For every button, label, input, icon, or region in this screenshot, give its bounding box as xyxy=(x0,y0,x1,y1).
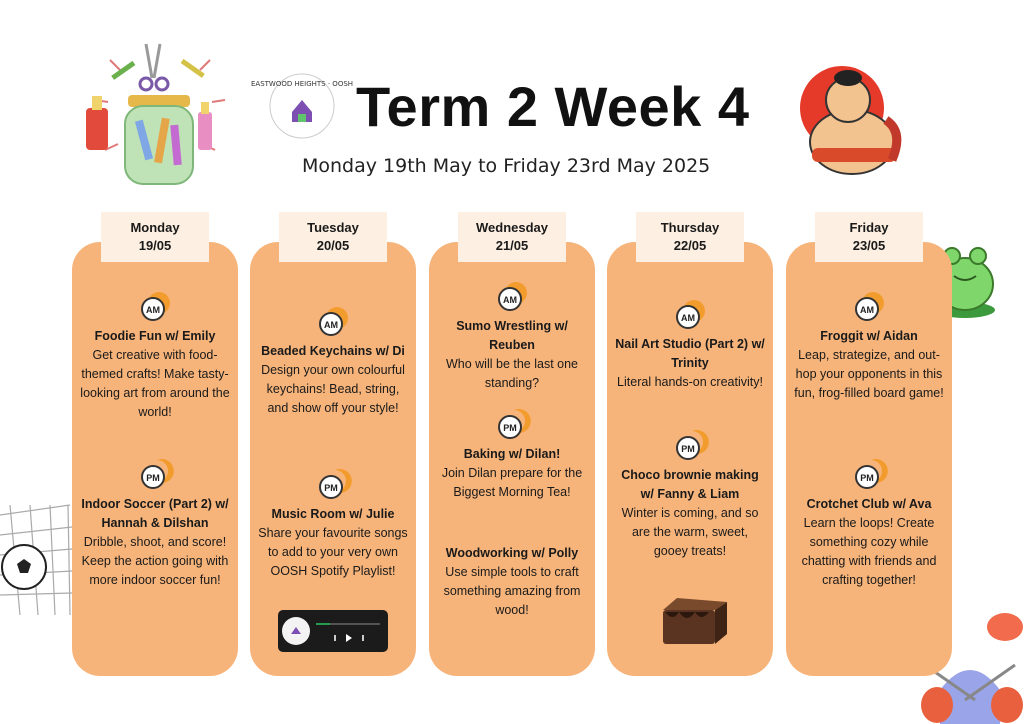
activity-title: Sumo Wrestling w/ Reuben xyxy=(456,319,568,352)
day-header xyxy=(815,212,923,262)
activity-pm xyxy=(794,457,944,590)
activity-am xyxy=(437,279,587,393)
svg-text:AM: AM xyxy=(503,295,517,305)
moon-pm-icon xyxy=(315,467,351,503)
svg-text:PM: PM xyxy=(324,483,338,493)
activity-desc: Use simple tools to craft something amazing from wood! xyxy=(443,565,581,617)
activity-pm xyxy=(80,457,230,590)
activity-am xyxy=(80,289,230,422)
page-title: Term 2 Week 4 xyxy=(356,75,750,138)
activity-title: Nail Art Studio (Part 2) w/ Trinity xyxy=(615,337,765,370)
svg-text:AM: AM xyxy=(860,305,874,315)
svg-text:PM: PM xyxy=(860,473,874,483)
day-name: Monday xyxy=(130,220,180,235)
activity-desc: Design your own colourful keychains! Bead, string, and show off your style! xyxy=(261,363,405,415)
sumo-wrestler-icon xyxy=(790,60,910,185)
day-header xyxy=(458,212,566,262)
activity-desc: Winter is coming, and so are the warm, sweet, gooey treats! xyxy=(621,506,759,558)
day-header xyxy=(279,212,387,262)
activity-desc: Join Dilan prepare for the Biggest Morning Tea! xyxy=(441,466,583,499)
activity-extra xyxy=(437,544,587,620)
soccer-ball-icon xyxy=(0,505,75,615)
moon-pm-icon xyxy=(672,428,708,464)
activity-desc: Get creative with food-themed crafts! Make tasty-looking art from around the world! xyxy=(80,348,230,419)
activity-title: Baking w/ Dilan! xyxy=(463,447,561,461)
sun-am-icon xyxy=(137,289,173,325)
day-date: 21/05 xyxy=(495,238,529,253)
day-header xyxy=(636,212,744,262)
activity-desc: Share your favourite songs to add to your very own OOSH Spotify Playlist! xyxy=(258,526,408,578)
activity-pm xyxy=(258,467,408,581)
activity-desc: Leap, strategize, and out-hop your opponents in this fun, frog-filled board game! xyxy=(794,348,944,400)
activity-desc: Learn the loops! Create something cozy while chatting with friends and crafting together! xyxy=(801,516,937,587)
day-date: 20/05 xyxy=(316,238,350,253)
day-header xyxy=(101,212,209,262)
logo-icon xyxy=(250,72,354,140)
logo-text: EASTWOOD HEIGHTS · OOSH xyxy=(250,80,354,88)
activity-title: Choco brownie making w/ Fanny & Liam xyxy=(621,468,759,501)
svg-text:AM: AM xyxy=(146,305,160,315)
page-subtitle: Monday 19th May to Friday 23rd May 2025 xyxy=(302,155,711,177)
activity-title: Music Room w/ Julie xyxy=(271,507,395,521)
activity-pm xyxy=(615,428,765,561)
svg-text:AM: AM xyxy=(681,313,695,323)
craft-jar-icon xyxy=(80,40,240,190)
activity-title: Crotchet Club w/ Ava xyxy=(806,497,932,511)
day-name: Friday xyxy=(849,220,889,235)
svg-text:PM: PM xyxy=(503,423,517,433)
moon-pm-icon xyxy=(494,407,530,443)
activity-title: Beaded Keychains w/ Di xyxy=(261,344,405,358)
svg-text:PM: PM xyxy=(146,473,160,483)
activity-desc: Literal hands-on creativity! xyxy=(617,375,763,389)
day-date: 19/05 xyxy=(138,238,172,253)
day-name: Tuesday xyxy=(307,220,359,235)
moon-pm-icon xyxy=(851,457,887,493)
sun-am-icon xyxy=(494,279,530,315)
activity-desc: Who will be the last one standing? xyxy=(445,357,578,390)
spotify-player-icon xyxy=(278,610,388,652)
day-name: Wednesday xyxy=(475,220,548,235)
activity-title: Indoor Soccer (Part 2) w/ Hannah & Dilshan xyxy=(81,497,229,530)
svg-text:PM: PM xyxy=(681,444,695,454)
activity-desc: Dribble, shoot, and score! Keep the action going with more indoor soccer fun! xyxy=(81,535,229,587)
sun-am-icon xyxy=(851,289,887,325)
activity-am xyxy=(615,297,765,392)
sun-am-icon xyxy=(315,304,351,340)
sun-am-icon xyxy=(672,297,708,333)
activity-title: Woodworking w/ Polly xyxy=(445,546,579,560)
day-date: 22/05 xyxy=(673,238,707,253)
day-name: Thursday xyxy=(660,220,720,235)
activity-title: Froggit w/ Aidan xyxy=(820,329,918,343)
day-date: 23/05 xyxy=(852,238,886,253)
brownie-icon xyxy=(655,592,727,650)
activity-am xyxy=(794,289,944,403)
activity-title: Foodie Fun w/ Emily xyxy=(94,329,216,343)
svg-text:AM: AM xyxy=(324,320,338,330)
moon-pm-icon xyxy=(137,457,173,493)
activity-pm xyxy=(437,407,587,502)
activity-am xyxy=(258,304,408,418)
